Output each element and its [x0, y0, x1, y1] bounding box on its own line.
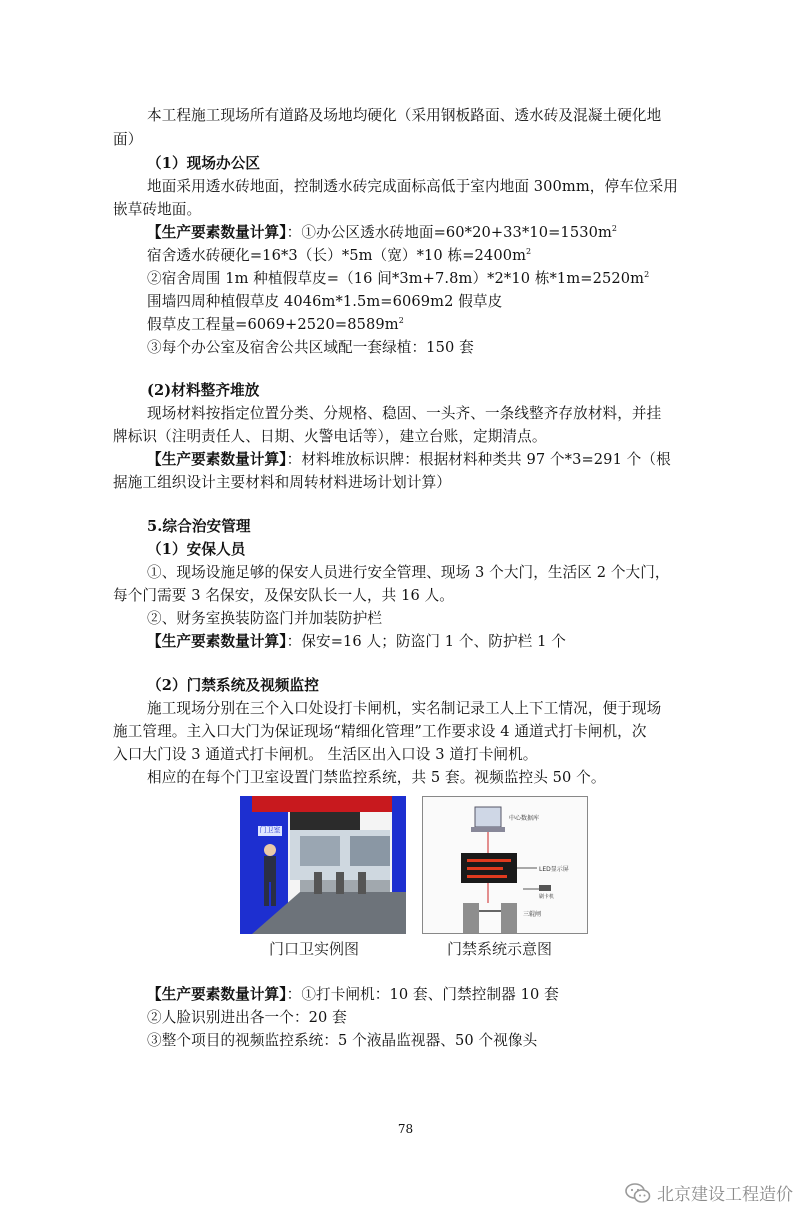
line-text: 宿舍透水砖硬化=16*3（长）*5m（宽）*10 栋=2400m	[147, 247, 527, 264]
booth-sign: 门卫室	[259, 826, 281, 834]
section-heading: （1）现场办公区	[147, 155, 261, 172]
paragraph-line	[147, 315, 404, 335]
calc-label: 【生产要素数量计算】	[147, 986, 287, 1003]
calc-label: 【生产要素数量计算】	[147, 633, 287, 650]
paragraph-line: 嵌草砖地面。	[113, 201, 202, 218]
card-reader-label: 刷卡机	[539, 894, 555, 900]
superscript: 2	[526, 247, 532, 256]
left-figure-caption: 门口卫实例图	[269, 940, 360, 958]
paragraph-line: 每个门需要 3 名保安，及保安队长一人，共 16 人。	[113, 587, 454, 604]
calc-text: ：保安=16 人；防盗门 1 个、防护栏 1 个	[286, 633, 566, 650]
paragraph-line	[147, 246, 531, 266]
line-text: 假草皮工程量=6069+2520=8589m	[147, 316, 399, 333]
paragraph-line: 地面采用透水砖地面，控制透水砖完成面标高低于室内地面 300mm，停车位采用	[147, 178, 678, 195]
watermark	[625, 1180, 793, 1205]
calc-label: 【生产要素数量计算】	[147, 451, 287, 468]
superscript: 2	[611, 224, 618, 233]
superscript: 2	[398, 316, 404, 325]
paragraph-line: 本工程施工现场所有道路及场地均硬化（采用钢板路面、透水砖及混凝土硬化地	[147, 107, 662, 124]
paragraph-line: ①、现场设施足够的保安人员进行安全管理、现场 3 个大门，生活区 2 个大门，	[147, 564, 670, 581]
paragraph-line: 牌标识（注明责任人、日期、火警电话等），建立台账，定期清点。	[113, 428, 547, 445]
page-number: 78	[397, 1122, 414, 1136]
paragraph-line: ③整个项目的视频监控系统：5 个液晶监视器、50 个视像头	[147, 1032, 538, 1049]
guard-booth-figure	[240, 796, 406, 934]
gate-label: 三辊闸	[523, 911, 542, 918]
calc-line	[147, 450, 671, 470]
paragraph-line: ②人脸识别进出各一个：20 套	[147, 1009, 347, 1026]
db-label: 中心数据库	[509, 815, 540, 822]
access-control-figure	[422, 796, 588, 934]
calc-text: ：材料堆放标识牌：根据材料种类共 97 个*3=291 个（根	[286, 451, 671, 468]
watermark-text: 北京建设工程造价	[657, 1185, 793, 1205]
paragraph-line: ②、财务室换装防盗门并加装防护栏	[147, 610, 383, 627]
line-text: ②宿舍周围 1m 种植假草皮=（16 间*3m+7.8m）*2*10 栋*1m=2520m	[147, 270, 645, 287]
paragraph-line: 施工管理。主入口大门为保证现场“精细化管理”工作要求设 4 通道式打卡闸机，次	[113, 723, 647, 740]
paragraph-line: 据施工组织设计主要材料和周转材料进场计划计算）	[113, 474, 451, 491]
calc-label: 【生产要素数量计算】	[147, 224, 287, 241]
wechat-icon	[625, 1182, 651, 1204]
paragraph-line: ③每个办公室及宿舍公共区域配一套绿植：150 套	[147, 339, 474, 356]
section-heading: 5.综合治安管理	[147, 518, 251, 535]
calc-line	[147, 223, 617, 243]
calc-text: ：①打卡闸机：10 套、门禁控制器 10 套	[286, 986, 559, 1003]
calc-line	[147, 985, 559, 1005]
section-heading: (2)材料整齐堆放	[147, 382, 260, 399]
paragraph-line: 围墙四周种植假草皮 4046m*1.5m=6069m2 假草皮	[147, 293, 503, 310]
calc-line	[147, 632, 566, 652]
led-label: LED显示屏	[539, 866, 569, 873]
guard-booth-illustration	[240, 796, 406, 934]
paragraph-line	[147, 269, 649, 289]
superscript: 2	[644, 270, 650, 279]
paragraph-line: 面）	[113, 131, 143, 148]
paragraph-line: 入口大门设 3 通道式打卡闸机。 生活区出入口设 3 道打卡闸机。	[113, 746, 538, 763]
paragraph-line: 施工现场分别在三个入口处设打卡闸机，实名制记录工人上下工情况，便于现场	[147, 700, 662, 717]
calc-text: ：①办公区透水砖地面=60*20+33*10=1530m	[286, 224, 612, 241]
paragraph-line: 相应的在每个门卫室设置门禁监控系统，共 5 套。视频监控头 50 个。	[147, 769, 606, 786]
section-heading: （1）安保人员	[147, 541, 246, 558]
paragraph-line: 现场材料按指定位置分类、分规格、稳固、一头齐、一条线整齐存放材料，并挂	[147, 405, 662, 422]
right-figure-caption: 门禁系统示意图	[447, 940, 553, 958]
section-heading: （2）门禁系统及视频监控	[147, 677, 319, 694]
